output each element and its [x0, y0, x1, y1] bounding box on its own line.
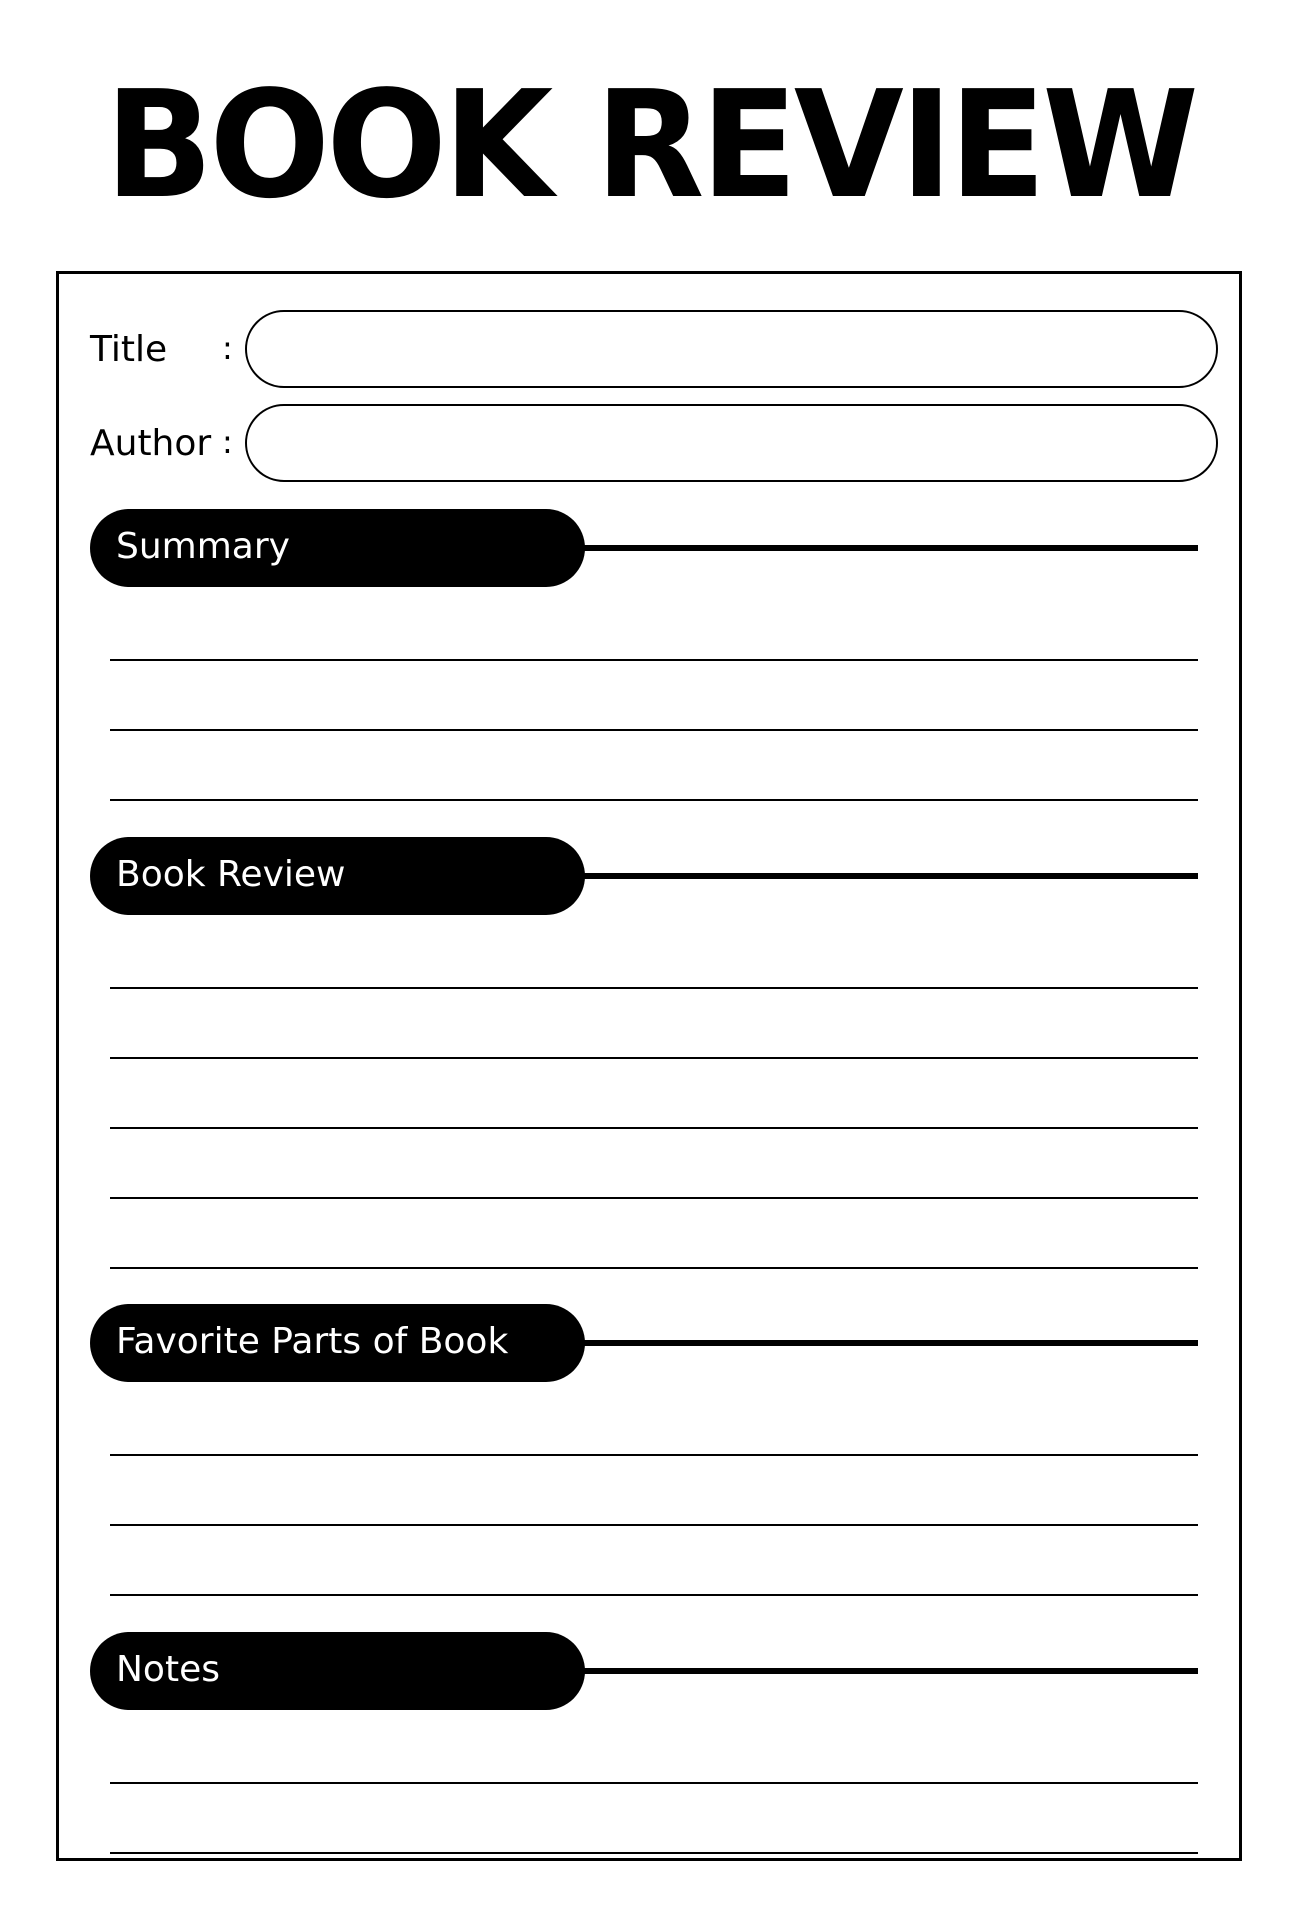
section-header — [90, 509, 1198, 587]
title-colon: : — [222, 329, 233, 367]
section-book-review — [90, 837, 1198, 915]
section-rule — [570, 1668, 1198, 1674]
section-pill — [90, 1632, 585, 1710]
section-pill — [90, 837, 585, 915]
section-label-favorite-parts: Favorite Parts of Book — [116, 1321, 509, 1362]
author-colon: : — [222, 423, 233, 461]
author-input[interactable] — [245, 404, 1218, 482]
writing-line[interactable] — [110, 1524, 1198, 1526]
page-title: BOOK REVIEW — [104, 59, 1196, 231]
section-favorite-parts — [90, 1304, 1198, 1382]
title-field-row — [90, 310, 1220, 388]
section-label-notes: Notes — [116, 1649, 220, 1690]
section-header — [90, 1304, 1198, 1382]
writing-line[interactable] — [110, 1454, 1198, 1456]
writing-line[interactable] — [110, 1267, 1198, 1269]
title-label: Title — [90, 329, 168, 370]
writing-line[interactable] — [110, 1594, 1198, 1596]
section-pill — [90, 1304, 585, 1382]
section-header — [90, 1632, 1198, 1710]
section-pill — [90, 509, 585, 587]
writing-line[interactable] — [110, 987, 1198, 989]
section-rule — [570, 545, 1198, 551]
writing-line[interactable] — [110, 1127, 1198, 1129]
section-label-book-review: Book Review — [116, 854, 346, 895]
author-label: Author — [90, 423, 212, 464]
writing-line[interactable] — [110, 1852, 1198, 1854]
section-label-summary: Summary — [116, 526, 290, 567]
writing-line[interactable] — [110, 1197, 1198, 1199]
section-rule — [570, 1340, 1198, 1346]
writing-line[interactable] — [110, 1782, 1198, 1784]
writing-line[interactable] — [110, 1057, 1198, 1059]
section-rule — [570, 873, 1198, 879]
title-input[interactable] — [245, 310, 1218, 388]
author-field-row — [90, 404, 1220, 482]
section-summary — [90, 509, 1198, 587]
section-header — [90, 837, 1198, 915]
writing-line[interactable] — [110, 799, 1198, 801]
section-notes — [90, 1632, 1198, 1710]
writing-line[interactable] — [110, 659, 1198, 661]
writing-line[interactable] — [110, 729, 1198, 731]
